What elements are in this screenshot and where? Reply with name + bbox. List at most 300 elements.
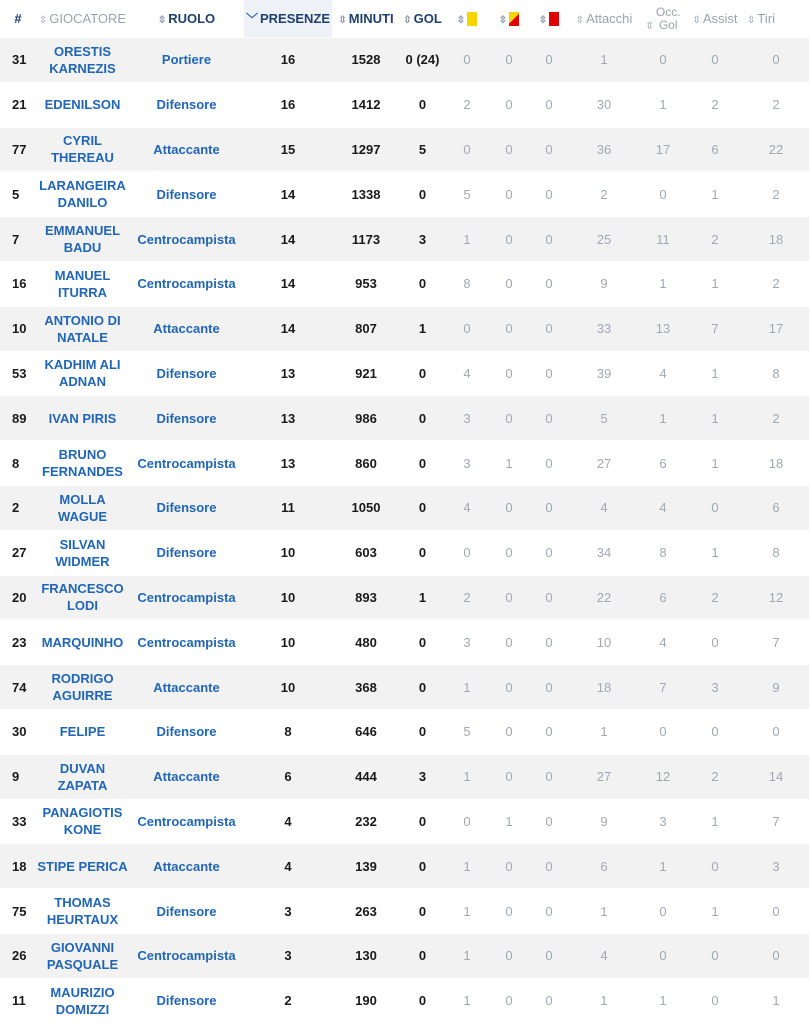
player-role[interactable]: Difensore	[129, 82, 244, 127]
shots: 2	[743, 172, 809, 217]
sort-icon: ⇳	[157, 15, 167, 26]
goals: 0	[400, 620, 445, 665]
player-role[interactable]: Difensore	[129, 485, 244, 530]
minutes: 921	[332, 351, 400, 396]
goals: 0	[400, 978, 445, 1023]
assists: 0	[687, 978, 743, 1023]
yellow-cards: 3	[445, 620, 489, 665]
player-number: 18	[0, 844, 36, 889]
col-red-cards[interactable]	[529, 0, 569, 38]
second-yellow-cards: 0	[489, 351, 529, 396]
goal-chances: 3	[639, 799, 687, 844]
player-role[interactable]: Difensore	[129, 889, 244, 934]
red-cards: 0	[529, 351, 569, 396]
red-cards: 0	[529, 485, 569, 530]
player-name-link[interactable]: ANTONIO DI NATALE	[36, 306, 129, 351]
player-name-link[interactable]: LARANGEIRA DANILO	[36, 172, 129, 217]
player-role[interactable]: Difensore	[129, 530, 244, 575]
attacks: 25	[569, 217, 639, 262]
player-role[interactable]: Difensore	[129, 172, 244, 217]
goal-chances: 1	[639, 82, 687, 127]
player-name-link[interactable]: CYRIL THEREAU	[36, 127, 129, 172]
player-name-link[interactable]: DUVAN ZAPATA	[36, 754, 129, 799]
red-cards: 0	[529, 172, 569, 217]
yellow-cards: 0	[445, 799, 489, 844]
yellow-cards: 5	[445, 709, 489, 754]
assists: 1	[687, 261, 743, 306]
table-row	[0, 441, 809, 486]
attacks: 9	[569, 261, 639, 306]
goal-chances: 13	[639, 306, 687, 351]
table-row	[0, 709, 809, 754]
col-appearances[interactable]: ﹀ PRESENZE	[244, 0, 332, 38]
col-yellow-cards[interactable]	[445, 0, 489, 38]
second-yellow-cards: 0	[489, 889, 529, 934]
shots: 9	[743, 665, 809, 710]
player-name-link[interactable]: MANUEL ITURRA	[36, 261, 129, 306]
goal-chances: 0	[639, 172, 687, 217]
second-yellow-cards: 0	[489, 38, 529, 83]
player-name-link[interactable]: THOMAS HEURTAUX	[36, 889, 129, 934]
second-yellow-cards: 0	[489, 261, 529, 306]
col-role[interactable]: ⇳ RUOLO	[157, 11, 216, 26]
goal-chances: 12	[639, 754, 687, 799]
player-role[interactable]: Difensore	[129, 709, 244, 754]
player-role[interactable]: Centrocampista	[129, 799, 244, 844]
attacks: 39	[569, 351, 639, 396]
col-shots[interactable]: ⇳ Tiri	[747, 11, 775, 26]
appearances: 3	[244, 933, 332, 978]
assists: 7	[687, 306, 743, 351]
goal-chances: 6	[639, 575, 687, 620]
shots: 22	[743, 127, 809, 172]
player-number: 7	[0, 217, 36, 262]
goal-chances: 17	[639, 127, 687, 172]
assists: 1	[687, 889, 743, 934]
appearances: 13	[244, 441, 332, 486]
red-cards: 0	[529, 261, 569, 306]
minutes: 646	[332, 709, 400, 754]
attacks: 30	[569, 82, 639, 127]
minutes: 893	[332, 575, 400, 620]
assists: 2	[687, 82, 743, 127]
player-number: 21	[0, 82, 36, 127]
appearances: 10	[244, 665, 332, 710]
table-body	[0, 38, 809, 1024]
shots: 8	[743, 351, 809, 396]
shots: 7	[743, 620, 809, 665]
shots: 3	[743, 844, 809, 889]
yellow-cards: 3	[445, 396, 489, 441]
yellow-cards: 4	[445, 351, 489, 396]
appearances: 14	[244, 172, 332, 217]
appearances: 10	[244, 620, 332, 665]
goals: 0	[400, 261, 445, 306]
minutes: 603	[332, 530, 400, 575]
goal-chances: 6	[639, 441, 687, 486]
goals: 0	[400, 933, 445, 978]
attacks: 4	[569, 485, 639, 530]
goals: 1	[400, 306, 445, 351]
goals: 0	[400, 172, 445, 217]
player-number: 26	[0, 933, 36, 978]
assists: 0	[687, 485, 743, 530]
appearances: 4	[244, 844, 332, 889]
red-card-icon	[549, 12, 559, 26]
shots: 0	[743, 709, 809, 754]
player-role[interactable]: Centrocampista	[129, 620, 244, 665]
yellow-cards: 4	[445, 485, 489, 530]
red-cards: 0	[529, 933, 569, 978]
table-row	[0, 82, 809, 127]
yellow-cards: 2	[445, 82, 489, 127]
yellow-cards: 0	[445, 530, 489, 575]
table-row	[0, 306, 809, 351]
goal-chances: 1	[639, 978, 687, 1023]
player-number: 74	[0, 665, 36, 710]
minutes: 860	[332, 441, 400, 486]
shots: 0	[743, 889, 809, 934]
table-row	[0, 396, 809, 441]
second-yellow-cards: 0	[489, 82, 529, 127]
player-name-link[interactable]: EMMANUEL BADU	[36, 217, 129, 262]
second-yellow-cards: 0	[489, 709, 529, 754]
sort-icon: ⇳	[538, 14, 548, 26]
second-yellow-cards: 0	[489, 396, 529, 441]
player-role[interactable]: Portiere	[129, 38, 244, 83]
yellow-cards: 8	[445, 261, 489, 306]
col-minutes[interactable]: ⇳ MINUTI	[338, 11, 394, 26]
table-row	[0, 889, 809, 934]
goals: 0	[400, 799, 445, 844]
goal-chances: 1	[639, 844, 687, 889]
goal-chances: 0	[639, 933, 687, 978]
second-yellow-cards: 1	[489, 441, 529, 486]
red-cards: 0	[529, 396, 569, 441]
assists: 1	[687, 799, 743, 844]
goal-chances: 7	[639, 665, 687, 710]
sort-icon: ⇳	[575, 15, 585, 26]
assists: 2	[687, 575, 743, 620]
shots: 2	[743, 261, 809, 306]
shots: 0	[743, 38, 809, 83]
appearances: 15	[244, 127, 332, 172]
table-row	[0, 172, 809, 217]
player-name-link[interactable]: MARQUINHO	[36, 620, 129, 665]
player-name-link[interactable]: ORESTIS KARNEZIS	[36, 38, 129, 83]
minutes: 190	[332, 978, 400, 1023]
appearances: 6	[244, 754, 332, 799]
player-name-link[interactable]: KADHIM ALI ADNAN	[36, 351, 129, 396]
goals: 5	[400, 127, 445, 172]
player-role[interactable]: Difensore	[129, 351, 244, 396]
second-yellow-cards: 0	[489, 172, 529, 217]
shots: 14	[743, 754, 809, 799]
player-role[interactable]: Centrocampista	[129, 217, 244, 262]
player-role[interactable]: Centrocampista	[129, 441, 244, 486]
shots: 6	[743, 485, 809, 530]
col-attacks[interactable]: ⇳ Attacchi	[575, 11, 633, 26]
yellow-cards: 5	[445, 172, 489, 217]
col-number[interactable]: #	[14, 11, 22, 26]
appearances: 16	[244, 38, 332, 83]
table-row	[0, 620, 809, 665]
attacks: 1	[569, 38, 639, 83]
minutes: 232	[332, 799, 400, 844]
red-cards: 0	[529, 82, 569, 127]
player-number: 20	[0, 575, 36, 620]
minutes: 480	[332, 620, 400, 665]
player-role[interactable]: Centrocampista	[129, 933, 244, 978]
table-row	[0, 217, 809, 262]
minutes: 986	[332, 396, 400, 441]
goal-chances: 4	[639, 485, 687, 530]
yellow-cards: 1	[445, 754, 489, 799]
appearances: 10	[244, 530, 332, 575]
red-cards: 0	[529, 127, 569, 172]
player-number: 30	[0, 709, 36, 754]
minutes: 1050	[332, 485, 400, 530]
assists: 6	[687, 127, 743, 172]
appearances: 4	[244, 799, 332, 844]
attacks: 4	[569, 933, 639, 978]
table-row	[0, 575, 809, 620]
minutes: 263	[332, 889, 400, 934]
goals: 0	[400, 530, 445, 575]
assists: 1	[687, 351, 743, 396]
appearances: 3	[244, 889, 332, 934]
appearances: 11	[244, 485, 332, 530]
table-row	[0, 665, 809, 710]
yellow-card-icon	[467, 12, 477, 26]
red-cards: 0	[529, 306, 569, 351]
table-row	[0, 261, 809, 306]
player-role[interactable]: Attaccante	[129, 127, 244, 172]
sort-icon: ⇳	[747, 15, 756, 26]
table-row	[0, 127, 809, 172]
table-row	[0, 978, 809, 1023]
appearances: 14	[244, 306, 332, 351]
goals: 0	[400, 665, 445, 710]
col-assists[interactable]: ⇳ Assist	[692, 11, 738, 26]
second-yellow-cards: 0	[489, 127, 529, 172]
shots: 18	[743, 217, 809, 262]
sort-desc-icon: ﹀	[245, 12, 258, 26]
assists: 2	[687, 217, 743, 262]
goals: 0	[400, 889, 445, 934]
player-name-link[interactable]: MAURIZIO DOMIZZI	[36, 978, 129, 1023]
second-yellow-cards: 0	[489, 306, 529, 351]
table-row	[0, 38, 809, 83]
shots: 17	[743, 306, 809, 351]
minutes: 368	[332, 665, 400, 710]
attacks: 36	[569, 127, 639, 172]
second-yellow-cards: 0	[489, 978, 529, 1023]
player-name-link[interactable]: BRUNO FERNANDES	[36, 441, 129, 486]
sort-icon: ⇳	[692, 15, 701, 26]
minutes: 1528	[332, 38, 400, 83]
minutes: 1297	[332, 127, 400, 172]
goals: 0	[400, 351, 445, 396]
attacks: 27	[569, 441, 639, 486]
second-yellow-cards: 0	[489, 530, 529, 575]
minutes: 807	[332, 306, 400, 351]
sort-icon: ⇳	[403, 15, 412, 26]
attacks: 22	[569, 575, 639, 620]
table-row	[0, 530, 809, 575]
yellow-cards: 1	[445, 933, 489, 978]
player-number: 10	[0, 306, 36, 351]
second-yellow-cards: 0	[489, 485, 529, 530]
red-cards: 0	[529, 889, 569, 934]
player-name-link[interactable]: PANAGIOTIS KONE	[36, 799, 129, 844]
player-name-link[interactable]: SILVAN WIDMER	[36, 530, 129, 575]
red-cards: 0	[529, 217, 569, 262]
goals: 0	[400, 709, 445, 754]
yellow-cards: 1	[445, 978, 489, 1023]
goals: 0	[400, 396, 445, 441]
second-yellow-cards: 0	[489, 754, 529, 799]
goals: 0	[400, 844, 445, 889]
player-name-link[interactable]: FELIPE	[36, 709, 129, 754]
player-role[interactable]: Attaccante	[129, 844, 244, 889]
player-number: 9	[0, 754, 36, 799]
assists: 0	[687, 620, 743, 665]
red-cards: 0	[529, 709, 569, 754]
table-row	[0, 933, 809, 978]
player-number: 11	[0, 978, 36, 1023]
shots: 12	[743, 575, 809, 620]
yellow-red-card-icon	[509, 12, 519, 26]
player-name-link[interactable]: IVAN PIRIS	[36, 396, 129, 441]
player-number: 23	[0, 620, 36, 665]
second-yellow-cards: 1	[489, 799, 529, 844]
goal-chances: 4	[639, 620, 687, 665]
yellow-cards: 3	[445, 441, 489, 486]
goals: 0	[400, 82, 445, 127]
player-name-link[interactable]: EDENILSON	[36, 82, 129, 127]
appearances: 14	[244, 217, 332, 262]
attacks: 1	[569, 889, 639, 934]
player-number: 75	[0, 889, 36, 934]
player-name-link[interactable]: GIOVANNI PASQUALE	[36, 933, 129, 978]
player-name-link[interactable]: RODRIGO AGUIRRE	[36, 665, 129, 710]
goal-chances: 0	[639, 889, 687, 934]
sort-icon: ⇳	[645, 20, 654, 32]
player-role[interactable]: Difensore	[129, 978, 244, 1023]
assists: 2	[687, 754, 743, 799]
attacks: 9	[569, 799, 639, 844]
minutes: 1173	[332, 217, 400, 262]
appearances: 8	[244, 709, 332, 754]
col-second-yellow[interactable]	[489, 0, 529, 38]
appearances: 13	[244, 351, 332, 396]
shots: 2	[743, 396, 809, 441]
goals: 0	[400, 485, 445, 530]
attacks: 18	[569, 665, 639, 710]
attacks: 34	[569, 530, 639, 575]
player-role[interactable]: Centrocampista	[129, 261, 244, 306]
yellow-cards: 0	[445, 127, 489, 172]
table-row	[0, 844, 809, 889]
red-cards: 0	[529, 38, 569, 83]
appearances: 16	[244, 82, 332, 127]
appearances: 13	[244, 396, 332, 441]
second-yellow-cards: 0	[489, 933, 529, 978]
player-number: 53	[0, 351, 36, 396]
player-role[interactable]: Centrocampista	[129, 575, 244, 620]
player-number: 31	[0, 38, 36, 83]
attacks: 1	[569, 709, 639, 754]
player-number: 16	[0, 261, 36, 306]
minutes: 1338	[332, 172, 400, 217]
player-role[interactable]: Attaccante	[129, 306, 244, 351]
shots: 18	[743, 441, 809, 486]
player-number: 8	[0, 441, 36, 486]
col-goals[interactable]: ⇳ GOL	[403, 11, 442, 26]
minutes: 444	[332, 754, 400, 799]
player-name-link[interactable]: MOLLA WAGUE	[36, 485, 129, 530]
goal-chances: 8	[639, 530, 687, 575]
red-cards: 0	[529, 441, 569, 486]
player-number: 2	[0, 485, 36, 530]
table-row	[0, 351, 809, 396]
goals: 1	[400, 575, 445, 620]
red-cards: 0	[529, 530, 569, 575]
col-player[interactable]: ⇳ GIOCATORE	[38, 11, 127, 26]
yellow-cards: 0	[445, 306, 489, 351]
attacks: 10	[569, 620, 639, 665]
second-yellow-cards: 0	[489, 620, 529, 665]
goals: 0	[400, 441, 445, 486]
second-yellow-cards: 0	[489, 665, 529, 710]
minutes: 130	[332, 933, 400, 978]
shots: 1	[743, 978, 809, 1023]
attacks: 33	[569, 306, 639, 351]
player-number: 77	[0, 127, 36, 172]
goal-chances: 4	[639, 351, 687, 396]
red-cards: 0	[529, 754, 569, 799]
sort-icon: ⇳	[38, 15, 48, 26]
yellow-cards: 1	[445, 217, 489, 262]
red-cards: 0	[529, 844, 569, 889]
yellow-cards: 1	[445, 889, 489, 934]
goal-chances: 0	[639, 38, 687, 83]
red-cards: 0	[529, 575, 569, 620]
player-role[interactable]: Attaccante	[129, 665, 244, 710]
goal-chances: 1	[639, 396, 687, 441]
goals: 0 (24)	[400, 38, 445, 83]
player-name-link[interactable]: STIPE PERICA	[36, 844, 129, 889]
table-row	[0, 799, 809, 844]
goal-chances: 0	[639, 709, 687, 754]
player-role[interactable]: Attaccante	[129, 754, 244, 799]
appearances: 10	[244, 575, 332, 620]
col-chances[interactable]: ⇳Occ. Gol	[645, 4, 681, 32]
yellow-cards: 2	[445, 575, 489, 620]
second-yellow-cards: 0	[489, 575, 529, 620]
attacks: 2	[569, 172, 639, 217]
shots: 7	[743, 799, 809, 844]
minutes: 953	[332, 261, 400, 306]
player-number: 5	[0, 172, 36, 217]
player-role[interactable]: Difensore	[129, 396, 244, 441]
shots: 2	[743, 82, 809, 127]
minutes: 1412	[332, 82, 400, 127]
player-name-link[interactable]: FRANCESCO LODI	[36, 575, 129, 620]
red-cards: 0	[529, 620, 569, 665]
player-number: 33	[0, 799, 36, 844]
